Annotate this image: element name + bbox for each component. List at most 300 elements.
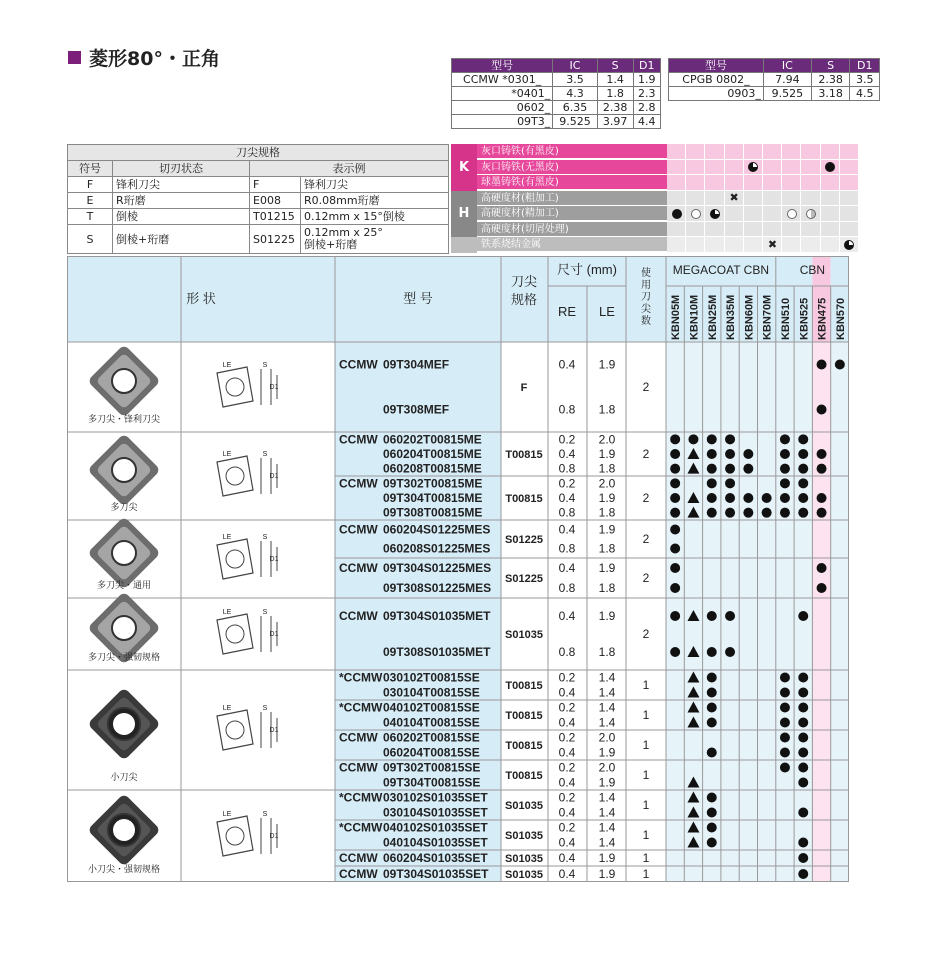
re-value: 0.4 bbox=[558, 745, 576, 760]
full-dot-icon bbox=[780, 763, 790, 773]
material-cell bbox=[801, 160, 820, 176]
model-prefix: *CCMW bbox=[339, 670, 383, 685]
full-dot-icon bbox=[670, 525, 680, 535]
edges-value: 2 bbox=[642, 532, 650, 546]
material-row-label: 铁系烧结金属 bbox=[477, 237, 667, 252]
re-value: 0.8 bbox=[558, 581, 576, 595]
tip-value: T00815 bbox=[505, 770, 543, 782]
le-value: 2.0 bbox=[598, 432, 616, 447]
tip-value: S01035 bbox=[505, 830, 543, 842]
full-dot-icon bbox=[780, 464, 790, 474]
le-value: 1.8 bbox=[598, 541, 616, 556]
ring-half-icon bbox=[806, 209, 816, 219]
drawing-label: LE bbox=[222, 451, 232, 458]
le-value: 1.9 bbox=[598, 609, 616, 623]
insert-drawing bbox=[217, 539, 253, 579]
full-dot-icon bbox=[707, 611, 717, 621]
spec-header: D1 bbox=[850, 59, 880, 73]
full-dot-icon bbox=[817, 508, 827, 518]
material-cell bbox=[763, 222, 782, 238]
grade-col-bg bbox=[812, 342, 830, 882]
full-dot-icon bbox=[670, 464, 680, 474]
material-cell bbox=[725, 206, 744, 222]
tip-header: 刀尖 bbox=[510, 274, 538, 289]
model-prefix: CCMW bbox=[339, 432, 378, 447]
le-header: LE bbox=[599, 304, 615, 319]
material-cell bbox=[801, 191, 820, 207]
le-value: 1.4 bbox=[598, 790, 616, 805]
cbn-header: CBN bbox=[799, 263, 826, 277]
le-value: 1.9 bbox=[598, 491, 616, 505]
drawing-label: LE bbox=[222, 362, 232, 369]
re-value: 0.4 bbox=[558, 357, 576, 372]
le-value: 1.9 bbox=[598, 745, 616, 760]
material-group-label: K bbox=[451, 144, 477, 191]
full-dot-icon bbox=[798, 673, 808, 683]
drawing-label: D1 bbox=[269, 727, 279, 734]
le-value: 2.0 bbox=[598, 760, 616, 775]
full-dot-icon bbox=[798, 688, 808, 698]
material-cell bbox=[705, 175, 724, 191]
legend-cell: R0.08mm珩磨 bbox=[301, 193, 449, 209]
drawing-label: D1 bbox=[269, 473, 279, 480]
re-value: 0.4 bbox=[558, 685, 576, 700]
material-cell bbox=[705, 237, 724, 253]
material-row-label: 灰口铸铁(有黑皮) bbox=[477, 144, 667, 159]
spec-cell: 4.3 bbox=[553, 87, 597, 101]
spec-cell: 3.97 bbox=[597, 115, 633, 129]
full-dot-icon bbox=[835, 360, 845, 370]
full-dot-icon bbox=[798, 838, 808, 848]
le-value: 1.4 bbox=[598, 835, 616, 850]
re-value: 0.4 bbox=[558, 561, 576, 575]
le-value: 1.8 bbox=[598, 461, 616, 476]
spec-cell: 9.525 bbox=[553, 115, 597, 129]
material-cell bbox=[725, 237, 744, 253]
grade-col-bg bbox=[776, 342, 794, 882]
material-cell bbox=[725, 175, 744, 191]
material-cell bbox=[821, 237, 840, 253]
material-cell bbox=[840, 175, 859, 191]
model-code: 060208S01225MES bbox=[383, 541, 491, 556]
re-value: 0.2 bbox=[558, 730, 576, 745]
spec-cell: 0903_ bbox=[669, 87, 764, 101]
material-cell bbox=[667, 237, 686, 253]
full-dot-icon bbox=[762, 493, 772, 503]
material-row-label: 灰口铸铁(无黑皮) bbox=[477, 160, 667, 175]
material-cell bbox=[705, 191, 724, 207]
full-dot-icon bbox=[670, 611, 680, 621]
tip-header: 规格 bbox=[510, 292, 538, 307]
le-value: 2.0 bbox=[598, 730, 616, 745]
full-dot-icon bbox=[762, 508, 772, 518]
megacoat-header: MEGACOAT CBN bbox=[672, 263, 770, 277]
edges-header: 数 bbox=[641, 316, 651, 327]
model-prefix: CCMW bbox=[339, 561, 378, 575]
insert-hole bbox=[112, 616, 136, 640]
drawing-label: S bbox=[262, 534, 268, 541]
material-cell bbox=[821, 144, 840, 160]
material-cell bbox=[744, 206, 763, 222]
insert-drawing bbox=[226, 625, 244, 643]
model-prefix: CCMW bbox=[339, 851, 378, 865]
tip-value: T00815 bbox=[505, 740, 543, 752]
material-row-label: 球墨铸铁(有黑皮) bbox=[477, 175, 667, 190]
legend-cell: R珩磨 bbox=[113, 193, 250, 209]
material-cell bbox=[725, 160, 744, 176]
le-value: 1.9 bbox=[598, 522, 616, 537]
model-code: 09T304S01035SET bbox=[383, 867, 489, 881]
grade-name: KBN05M bbox=[670, 294, 683, 340]
full-dot-icon bbox=[798, 493, 808, 503]
model-prefix: CCMW bbox=[339, 609, 378, 623]
le-value: 1.4 bbox=[598, 685, 616, 700]
full-dot-icon bbox=[707, 464, 717, 474]
edges-value: 2 bbox=[642, 627, 650, 641]
full-dot-icon bbox=[798, 703, 808, 713]
legend-cell: E008 bbox=[250, 193, 301, 209]
edges-value: 1 bbox=[642, 867, 650, 881]
re-value: 0.4 bbox=[558, 715, 576, 730]
half-dot-icon bbox=[710, 209, 720, 219]
le-value: 1.9 bbox=[598, 447, 616, 461]
model-code: 09T304T00815ME bbox=[383, 491, 483, 505]
legend-cell: T01215 bbox=[250, 209, 301, 225]
tip-value: F bbox=[520, 382, 528, 394]
drawing-label: D1 bbox=[269, 833, 279, 840]
material-cell bbox=[667, 191, 686, 207]
full-dot-icon bbox=[780, 449, 790, 459]
model-code: 09T302T00815SE bbox=[383, 760, 481, 775]
full-dot-icon bbox=[780, 703, 790, 713]
insert-drawing bbox=[217, 710, 253, 750]
model-code: 09T304S01225MES bbox=[383, 561, 492, 575]
shape-label: 多刀尖・通用 bbox=[96, 580, 152, 590]
model-prefix: *CCMW bbox=[339, 790, 383, 805]
material-matrix bbox=[451, 144, 849, 256]
full-dot-icon bbox=[780, 718, 790, 728]
full-dot-icon bbox=[725, 464, 735, 474]
insert-hole bbox=[113, 713, 135, 735]
shape-label: 多刀尖・强韧规格 bbox=[87, 652, 161, 662]
re-header: RE bbox=[557, 304, 577, 319]
insert-hole bbox=[112, 541, 136, 565]
re-value: 0.8 bbox=[558, 402, 576, 417]
legend-header: 表示例 bbox=[250, 161, 449, 177]
model-code: 060208T00815ME bbox=[383, 461, 482, 476]
le-value: 1.8 bbox=[598, 505, 616, 520]
re-value: 0.8 bbox=[558, 541, 576, 556]
legend-cell: F bbox=[250, 177, 301, 193]
spec-cell: 0602_ bbox=[452, 101, 553, 115]
full-dot-icon bbox=[798, 808, 808, 818]
insert-drawing bbox=[226, 467, 244, 485]
re-value: 0.2 bbox=[558, 432, 576, 447]
full-dot-icon bbox=[670, 508, 680, 518]
re-value: 0.4 bbox=[558, 775, 576, 790]
material-cell bbox=[763, 144, 782, 160]
tip-value: S01225 bbox=[505, 534, 543, 546]
full-dot-icon bbox=[798, 748, 808, 758]
le-value: 2.0 bbox=[598, 476, 616, 491]
shape-header: 形 状 bbox=[186, 291, 216, 306]
full-dot-icon bbox=[707, 808, 717, 818]
full-dot-icon bbox=[725, 493, 735, 503]
full-dot-icon bbox=[780, 688, 790, 698]
material-cell bbox=[821, 191, 840, 207]
re-value: 0.4 bbox=[558, 522, 576, 537]
drawing-label: S bbox=[262, 609, 268, 616]
re-value: 0.8 bbox=[558, 505, 576, 520]
edges-value: 1 bbox=[642, 678, 650, 692]
legend-cell: 0.12mm x 25° 倒棱+珩磨 bbox=[301, 225, 449, 254]
insert-drawing bbox=[217, 816, 253, 856]
ring-icon bbox=[691, 209, 701, 219]
full-dot-icon bbox=[670, 563, 680, 573]
material-cell bbox=[840, 206, 859, 222]
spec-cell: 2.38 bbox=[597, 101, 633, 115]
re-value: 0.2 bbox=[558, 700, 576, 715]
full-dot-icon bbox=[707, 647, 717, 657]
material-cell bbox=[782, 237, 801, 253]
cross-icon: ✖ bbox=[767, 237, 778, 251]
shape-label: 小刀尖 bbox=[110, 772, 138, 782]
model-code: 040102S01035SET bbox=[383, 820, 488, 835]
material-cell bbox=[840, 191, 859, 207]
full-dot-icon bbox=[780, 434, 790, 444]
full-dot-icon bbox=[707, 434, 717, 444]
material-row-label: 高硬度材(粗加工) bbox=[477, 191, 667, 206]
material-cell bbox=[763, 160, 782, 176]
material-cell bbox=[744, 222, 763, 238]
re-value: 0.2 bbox=[558, 476, 576, 491]
material-cell bbox=[801, 144, 820, 160]
model-prefix: CCMW bbox=[339, 867, 378, 881]
spec-header: IC bbox=[763, 59, 811, 73]
tip-value: T00815 bbox=[505, 710, 543, 722]
spec-cell: 2.3 bbox=[633, 87, 660, 101]
spec-cell: 2.8 bbox=[633, 101, 660, 115]
full-dot-icon bbox=[707, 449, 717, 459]
spec-table-right bbox=[668, 58, 880, 101]
full-dot-icon bbox=[707, 838, 717, 848]
edges-value: 2 bbox=[642, 447, 650, 461]
material-cell bbox=[821, 222, 840, 238]
insert-hole bbox=[112, 458, 136, 482]
model-code: 030102S01035SET bbox=[383, 790, 488, 805]
full-dot-icon bbox=[707, 793, 717, 803]
grade-col-bg bbox=[739, 342, 757, 882]
material-cell bbox=[840, 160, 859, 176]
full-dot-icon bbox=[780, 478, 790, 488]
full-dot-icon bbox=[817, 449, 827, 459]
material-cell bbox=[763, 175, 782, 191]
re-value: 0.4 bbox=[558, 835, 576, 850]
spec-cell: 1.9 bbox=[633, 73, 660, 87]
full-dot-icon bbox=[817, 563, 827, 573]
full-dot-icon bbox=[780, 733, 790, 743]
page-title bbox=[68, 44, 220, 71]
legend-cell: 倒棱+珩磨 bbox=[113, 225, 250, 254]
model-code: 060204T00815SE bbox=[383, 745, 480, 760]
re-value: 0.8 bbox=[558, 461, 576, 476]
cross-icon: ✖ bbox=[729, 191, 739, 204]
model-code: 09T304MEF bbox=[383, 357, 450, 372]
material-cell bbox=[705, 144, 724, 160]
full-dot-icon bbox=[670, 583, 680, 593]
grade-name: KBN60M bbox=[743, 294, 756, 340]
spec-header: 型号 bbox=[669, 59, 764, 73]
material-cell bbox=[667, 160, 686, 176]
full-dot-icon bbox=[725, 478, 735, 488]
model-code: 040104T00815SE bbox=[383, 715, 480, 730]
spec-cell: 1.4 bbox=[597, 73, 633, 87]
model-code: 030102T00815SE bbox=[383, 670, 480, 685]
full-dot-icon bbox=[780, 673, 790, 683]
material-cell bbox=[763, 191, 782, 207]
full-dot-icon bbox=[780, 493, 790, 503]
tip-value: S01035 bbox=[505, 869, 543, 881]
edges-header: 刀 bbox=[641, 292, 651, 303]
edges-value: 1 bbox=[642, 798, 650, 812]
full-dot-icon bbox=[798, 733, 808, 743]
grade-name: KBN70M bbox=[761, 294, 774, 340]
full-dot-icon bbox=[688, 434, 698, 444]
full-dot-icon bbox=[707, 493, 717, 503]
spec-cell: CPGB 0802_ bbox=[669, 73, 764, 87]
spec-cell: 4.5 bbox=[850, 87, 880, 101]
grade-name: KBN10M bbox=[688, 294, 701, 340]
product-table-grid bbox=[67, 256, 849, 882]
full-dot-icon bbox=[670, 478, 680, 488]
edges-header: 尖 bbox=[641, 304, 651, 315]
drawing-label: S bbox=[262, 451, 268, 458]
material-cell bbox=[686, 237, 705, 253]
re-value: 0.4 bbox=[558, 447, 576, 461]
spec-cell: *0401_ bbox=[452, 87, 553, 101]
edges-value: 2 bbox=[642, 491, 650, 505]
le-value: 1.8 bbox=[598, 645, 616, 659]
spec-cell: 4.4 bbox=[633, 115, 660, 129]
material-group-label: H bbox=[451, 191, 477, 238]
legend-cell: 锋利刀尖 bbox=[301, 177, 449, 193]
tip-value: S01035 bbox=[505, 853, 543, 865]
material-cell bbox=[782, 144, 801, 160]
material-row-label: 高硬度材(切屑处理) bbox=[477, 222, 667, 237]
drawing-label: S bbox=[262, 705, 268, 712]
legend-cell: 倒棱 bbox=[113, 209, 250, 225]
full-dot-icon bbox=[707, 703, 717, 713]
spec-cell: CCMW *0301_ bbox=[452, 73, 553, 87]
shape-label: 多刀尖 bbox=[110, 502, 138, 512]
re-value: 0.4 bbox=[558, 491, 576, 505]
model-header: 型 号 bbox=[403, 291, 433, 306]
full-dot-icon bbox=[707, 823, 717, 833]
full-dot-icon bbox=[798, 478, 808, 488]
full-dot-icon bbox=[817, 360, 827, 370]
grade-name: KBN510 bbox=[779, 297, 792, 340]
tip-value: S01035 bbox=[505, 800, 543, 812]
le-value: 1.4 bbox=[598, 700, 616, 715]
full-dot-icon bbox=[798, 718, 808, 728]
material-cell bbox=[725, 144, 744, 160]
drawing-label: D1 bbox=[269, 384, 279, 391]
legend-cell: 锋利刀尖 bbox=[113, 177, 250, 193]
legend-header: 符号 bbox=[68, 161, 113, 177]
material-cell bbox=[782, 175, 801, 191]
drawing-label: LE bbox=[222, 534, 232, 541]
grade-col-bg bbox=[758, 342, 776, 882]
model-prefix: *CCMW bbox=[339, 820, 383, 835]
model-code: 030104S01035SET bbox=[383, 805, 488, 820]
material-cell bbox=[725, 222, 744, 238]
re-value: 0.4 bbox=[558, 609, 576, 623]
ring-icon bbox=[787, 209, 797, 219]
re-value: 0.2 bbox=[558, 760, 576, 775]
full-dot-icon bbox=[798, 434, 808, 444]
half-dot-icon bbox=[844, 240, 854, 250]
insert-drawing bbox=[226, 721, 244, 739]
legend-header: 切刃状态 bbox=[113, 161, 250, 177]
material-cell bbox=[763, 206, 782, 222]
model-code: 09T302T00815ME bbox=[383, 476, 483, 491]
le-value: 1.4 bbox=[598, 805, 616, 820]
spec-header: S bbox=[811, 59, 850, 73]
shape-label: 小刀尖・强韧规格 bbox=[87, 864, 161, 874]
drawing-label: D1 bbox=[269, 556, 279, 563]
tip-value: S01035 bbox=[505, 629, 543, 641]
insert-hole bbox=[113, 819, 135, 841]
legend-cell: E bbox=[68, 193, 113, 209]
edges-value: 1 bbox=[642, 738, 650, 752]
grade-name: KBN25M bbox=[706, 294, 719, 340]
shape-label: 多刀尖・锋利刀尖 bbox=[87, 414, 161, 424]
le-value: 1.4 bbox=[598, 670, 616, 685]
full-dot-icon bbox=[798, 508, 808, 518]
material-cell bbox=[667, 222, 686, 238]
full-dot-icon bbox=[780, 748, 790, 758]
insert-drawing bbox=[226, 550, 244, 568]
edges-value: 1 bbox=[642, 851, 650, 865]
spec-cell: 2.38 bbox=[811, 73, 850, 87]
full-dot-icon bbox=[707, 748, 717, 758]
model-code: 09T308S01035MET bbox=[383, 645, 491, 659]
size-header: 尺寸 (mm) bbox=[557, 262, 617, 277]
title-square-icon bbox=[68, 51, 81, 64]
spec-cell: 3.5 bbox=[553, 73, 597, 87]
edges-value: 2 bbox=[642, 380, 650, 394]
legend-cell: 0.12mm x 15°倒棱 bbox=[301, 209, 449, 225]
model-code: 060204S01225MES bbox=[383, 522, 491, 537]
full-dot-icon bbox=[743, 449, 753, 459]
model-code: 060204T00815ME bbox=[383, 447, 482, 461]
re-value: 0.2 bbox=[558, 790, 576, 805]
spec-header: S bbox=[597, 59, 633, 73]
tip-spec-legend bbox=[67, 144, 449, 254]
spec-cell: 7.94 bbox=[763, 73, 811, 87]
spec-cell: 09T3_ bbox=[452, 115, 553, 129]
full-dot-icon bbox=[817, 405, 827, 415]
grade-name: KBN35M bbox=[725, 294, 738, 340]
edges-value: 1 bbox=[642, 708, 650, 722]
le-value: 1.8 bbox=[598, 402, 616, 417]
spec-header: IC bbox=[553, 59, 597, 73]
legend-cell: F bbox=[68, 177, 113, 193]
re-value: 0.2 bbox=[558, 670, 576, 685]
le-value: 1.9 bbox=[598, 775, 616, 790]
model-code: 030104T00815SE bbox=[383, 685, 480, 700]
le-value: 1.4 bbox=[598, 820, 616, 835]
